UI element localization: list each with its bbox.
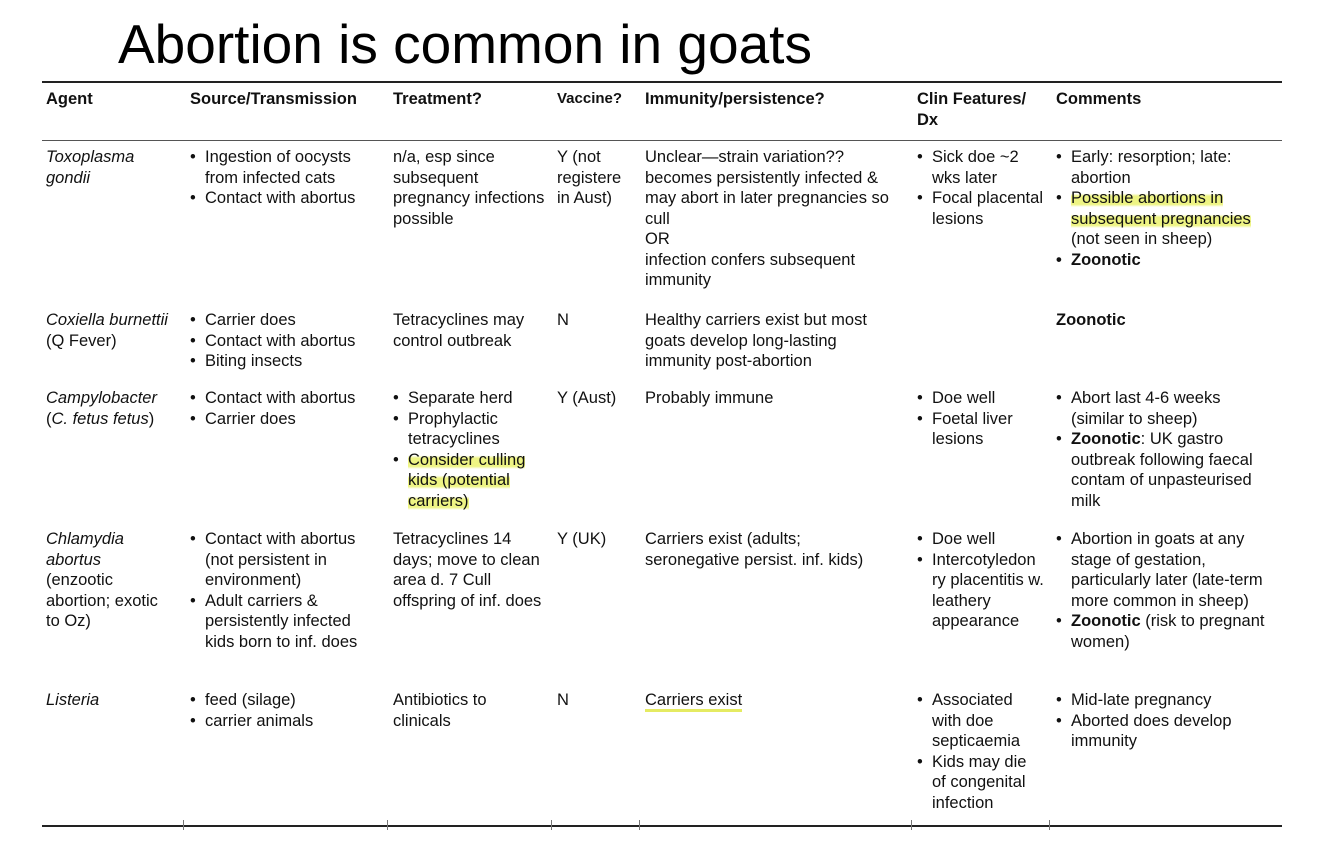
comments-list xyxy=(1056,690,1266,752)
list-item: • Kids may die of congenital infection xyxy=(917,752,1043,814)
clin-list xyxy=(917,690,1043,813)
list-item: • Intercotyledon ry placentitis w. leathery appearance xyxy=(917,550,1045,632)
slide-title: Abortion is common in goats xyxy=(118,13,812,75)
agent-campylobacter xyxy=(46,388,186,429)
list-item: • Contact with abortus xyxy=(190,388,380,409)
comments-list xyxy=(1056,388,1274,511)
immunity-line: Unclear—strain variation?? becomes persistently infected & may abort in later pregnancies so cull xyxy=(645,148,889,228)
list-item: • Associated with doe septicaemia xyxy=(917,690,1043,752)
header-clin-features: Clin Features/ Dx xyxy=(917,90,1027,129)
column-tick xyxy=(183,820,184,830)
agent-species: C. fetus fetus xyxy=(51,409,149,428)
header-immunity: Immunity/persistence? xyxy=(645,90,825,108)
list-item: • Carrier does xyxy=(190,409,380,430)
list-item: • Foetal liver lesions xyxy=(917,409,1043,450)
treatment-text: Antibiotics to clinicals xyxy=(393,691,487,730)
header-bottom-rule xyxy=(42,140,1282,141)
list-item-text: : UK gastro outbreak following faecal contam of unpasteurised milk xyxy=(1071,430,1253,510)
agent-toxoplasma: Toxoplasma gondii xyxy=(46,148,135,187)
list-item: • Mid-late pregnancy xyxy=(1056,690,1266,711)
list-item: • Abort last 4-6 weeks (similar to sheep) xyxy=(1056,388,1274,429)
comments-text: Zoonotic xyxy=(1056,311,1126,329)
list-item: • Contact with abortus xyxy=(190,331,380,352)
immunity-text xyxy=(645,147,905,291)
list-item: • Separate herd xyxy=(393,388,545,409)
column-tick xyxy=(387,820,388,830)
treatment-text: Tetracyclines may control outbreak xyxy=(393,311,525,350)
vaccine-text: Y (not registere in Aust) xyxy=(557,148,622,207)
list-item: • Carrier does xyxy=(190,310,380,331)
agent-note: (Q Fever) xyxy=(46,331,117,350)
agent-chlamydia xyxy=(46,529,176,632)
list-item xyxy=(1056,188,1271,250)
column-tick xyxy=(1049,820,1050,830)
source-list xyxy=(190,388,380,429)
immunity-text: Probably immune xyxy=(645,389,774,407)
treatment-text: Tetracyclines 14 days; move to clean area d. 7 Cull offspring of inf. does xyxy=(393,530,542,610)
highlighted-text: Carriers exist xyxy=(645,691,742,712)
list-item: • Early: resorption; late: abortion xyxy=(1056,147,1271,188)
paren-open: ( xyxy=(46,409,52,428)
list-item xyxy=(393,450,545,512)
list-item xyxy=(1056,429,1274,511)
agent-name: Chlamydia abortus xyxy=(46,530,124,569)
column-tick xyxy=(639,820,640,830)
list-item-text: (risk to pregnant women) xyxy=(1071,612,1265,651)
immunity-line: OR xyxy=(645,230,670,248)
list-item: • Doe well xyxy=(917,388,1043,409)
immunity-text: Healthy carriers exist but most goats develop long-lasting immunity post-abortion xyxy=(645,311,867,370)
list-item: • feed (silage) xyxy=(190,690,380,711)
list-item: • Contact with abortus (not persistent in environment) xyxy=(190,529,382,591)
highlighted-text: Possible abortions in subsequent pregnancies xyxy=(1071,189,1251,228)
agent-name: Coxiella burnettii xyxy=(46,311,168,329)
clin-list xyxy=(917,147,1043,229)
immunity-text xyxy=(645,690,900,711)
header-comments: Comments xyxy=(1056,90,1142,108)
table-top-rule xyxy=(42,81,1282,83)
list-item: • Prophylactic tetracyclines xyxy=(393,409,545,450)
list-item: • Focal placental lesions xyxy=(917,188,1043,229)
list-item: • Doe well xyxy=(917,529,1045,550)
highlighted-text: Consider culling kids (potential carriers) xyxy=(408,450,526,510)
header-treatment: Treatment? xyxy=(393,90,482,108)
source-list xyxy=(190,310,380,372)
vaccine-text: Y (UK) xyxy=(557,530,607,548)
source-list xyxy=(190,529,382,652)
vaccine-text: N xyxy=(557,311,569,329)
immunity-line: infection confers subsequent immunity xyxy=(645,250,856,289)
vaccine-text: Y (Aust) xyxy=(557,389,617,407)
header-vaccine: Vaccine? xyxy=(557,90,623,107)
agent-note: (enzootic abortion; exotic to Oz) xyxy=(46,571,158,630)
list-item: • Aborted does develop immunity xyxy=(1056,711,1266,752)
column-tick xyxy=(911,820,912,830)
agent-name: Campylobacter xyxy=(46,389,157,407)
header-agent: Agent xyxy=(46,90,93,108)
column-tick xyxy=(551,820,552,830)
agent-note xyxy=(46,409,186,430)
list-item: • carrier animals xyxy=(190,711,380,732)
list-item: • Zoonotic xyxy=(1056,250,1271,271)
comments-list xyxy=(1056,147,1271,270)
zoonotic-label: Zoonotic xyxy=(1071,430,1141,448)
clin-list xyxy=(917,388,1043,450)
comments-list xyxy=(1056,529,1271,652)
agent-listeria: Listeria xyxy=(46,691,100,709)
source-list xyxy=(190,147,380,209)
vaccine-text: N xyxy=(557,691,569,709)
treatment-list xyxy=(393,388,545,511)
agent-coxiella xyxy=(46,310,186,351)
clin-list xyxy=(917,529,1045,632)
source-list xyxy=(190,690,380,731)
list-item: • Biting insects xyxy=(190,351,380,372)
header-source: Source/Transmission xyxy=(190,90,357,108)
table-bottom-rule xyxy=(42,825,1282,827)
immunity-text: Carriers exist (adults; seronegative persist. inf. kids) xyxy=(645,530,864,569)
zoonotic-label: Zoonotic xyxy=(1071,612,1141,630)
list-item: • Abortion in goats at any stage of gestation, particularly later (late-term more common in sheep) xyxy=(1056,529,1271,611)
list-item: • Adult carriers & persistently infected kids born to inf. does xyxy=(190,591,382,653)
list-item-text: (not seen in sheep) xyxy=(1071,230,1213,248)
list-item: • Contact with abortus xyxy=(190,188,380,209)
list-item: • Ingestion of oocysts from infected cats xyxy=(190,147,380,188)
treatment-text: n/a, esp since subsequent pregnancy infections possible xyxy=(393,148,545,228)
paren-close: ) xyxy=(148,409,155,428)
list-item xyxy=(1056,611,1271,652)
list-item: • Sick doe ~2 wks later xyxy=(917,147,1043,188)
